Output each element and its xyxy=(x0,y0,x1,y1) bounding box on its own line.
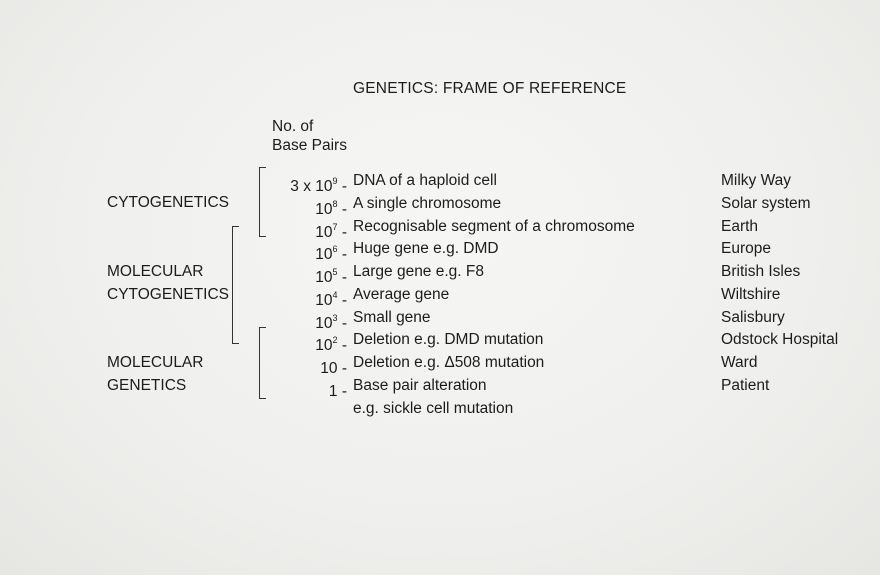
row-description: Base pair alteration xyxy=(353,377,487,394)
row-reference: Ward xyxy=(721,354,758,371)
row-reference: Salisbury xyxy=(721,309,785,326)
base-pair-count: 3 x $10^9$ - xyxy=(290,176,347,195)
base-pair-count: $10^7$ - xyxy=(315,222,347,241)
base-pair-count: $10^8$ - xyxy=(315,199,347,218)
category-molecular-cytogenetics-line2: CYTOGENETICS xyxy=(107,286,230,303)
bracket-molecular-cytogenetics xyxy=(232,226,239,344)
row-description: A single chromosome xyxy=(353,195,502,212)
row-continuation: e.g. sickle cell mutation xyxy=(353,400,514,417)
row-reference: Milky Way xyxy=(721,172,792,189)
category-molecular-genetics-line2: GENETICS xyxy=(107,377,187,394)
base-pair-count: 1 - xyxy=(328,383,347,400)
base-pair-count: 10 - xyxy=(320,360,347,377)
base-pair-count: $10^2$ - xyxy=(315,335,347,354)
base-pair-count: $10^4$ - xyxy=(315,290,347,309)
row-reference: Wiltshire xyxy=(721,286,781,303)
row-description: Deletion e.g. DMD mutation xyxy=(353,331,544,348)
row-reference: Patient xyxy=(721,377,770,394)
column-header-line2: Base Pairs xyxy=(272,137,347,154)
row-reference: Odstock Hospital xyxy=(721,331,839,348)
row-description: Huge gene e.g. DMD xyxy=(353,240,499,257)
category-molecular-cytogenetics-line1: MOLECULAR xyxy=(107,263,204,280)
base-pair-count: $10^3$ - xyxy=(315,313,347,332)
row-description: Recognisable segment of a chromosome xyxy=(353,218,635,235)
row-reference: British Isles xyxy=(721,263,801,280)
row-description: Large gene e.g. F8 xyxy=(353,263,484,280)
row-description: Deletion e.g. Δ508 mutation xyxy=(353,354,545,371)
category-cytogenetics: CYTOGENETICS xyxy=(107,194,230,211)
row-reference: Earth xyxy=(721,218,759,235)
row-reference: Solar system xyxy=(721,195,811,212)
base-pair-count: $10^5$ - xyxy=(315,267,347,286)
row-reference: Europe xyxy=(721,240,771,257)
column-header-line1: No. of xyxy=(272,118,314,135)
row-description: Average gene xyxy=(353,286,450,303)
category-molecular-genetics-line1: MOLECULAR xyxy=(107,354,204,371)
page-title: GENETICS: FRAME OF REFERENCE xyxy=(353,80,627,97)
base-pair-count: $10^6$ - xyxy=(315,244,347,263)
row-description: DNA of a haploid cell xyxy=(353,172,497,189)
row-description: Small gene xyxy=(353,309,431,326)
